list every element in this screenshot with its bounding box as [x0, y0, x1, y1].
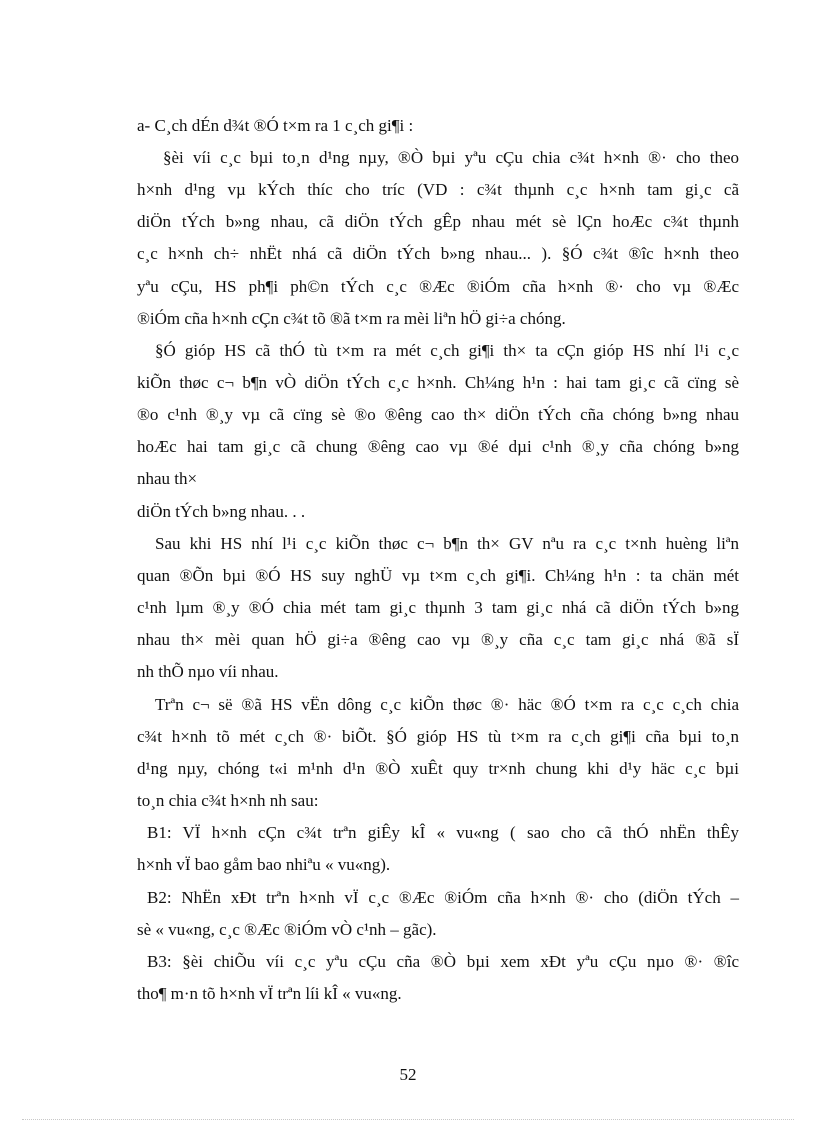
text-line: c¾t h×nh tõ mét c¸ch ®· biÕt. §Ó gióp HS tù t×m ra c¸ch gi¶i cña bµi to¸n [137, 727, 739, 746]
text-line: Sau khi HS nhí l¹i c¸c kiÕn thøc c¬ b¶n th× GV nªu ra c¸c t×nh huèng liªn [155, 534, 739, 553]
text-line: nh thÕ nµo víi nhau. [137, 662, 279, 681]
step-line: B3: §èi chiÕu víi c¸c yªu cÇu cña ®Ò bµi xem xÐt yªu cÇu nµo ®· ®îc [147, 952, 739, 971]
step-line: B2: NhËn xÐt trªn h×nh vÏ c¸c ®Æc ®iÓm cña h×nh ®· cho (diÖn tÝch – [147, 888, 739, 907]
text-line: h×nh vÏ bao gåm bao nhiªu « vu«ng). [137, 855, 391, 874]
text-line: §Ó gióp HS cã thÓ tù t×m ra mét c¸ch gi¶i th× ta cÇn gióp HS nhí l¹i c¸c [155, 341, 739, 360]
text-line: nhau th× [137, 469, 198, 488]
text-line: c¹nh lµm ®¸y ®Ó chia mét tam gi¸c thµnh 3 tam gi¸c nhá cã diÖn tÝch b»ng [137, 598, 739, 617]
page-bottom-divider [22, 1119, 794, 1120]
text-line: h×nh d¹ng vµ kÝch thíc cho tríc (VD : c¾t thµnh c¸c h×nh tam gi¸c cã [137, 180, 739, 199]
text-line: yªu cÇu, HS ph¶i ph©n tÝch c¸c ®Æc ®iÓm cña h×nh ®· cho vµ ®Æc [137, 277, 739, 296]
text-line: diÖn tÝch b»ng nhau. . . [137, 502, 306, 521]
text-line: c¸c h×nh ch÷ nhËt nhá cã diÖn tÝch b»ng nhau... ). §Ó c¾t ®îc h×nh theo [137, 244, 739, 263]
text-line: tho¶ m·n tõ h×nh vÏ trªn líi kÎ « vu«ng. [137, 984, 402, 1003]
text-line: ®iÓm cña h×nh cÇn c¾t tõ ®ã t×m ra mèi liªn hÖ gi÷a chóng. [137, 309, 566, 328]
step-line: B1: VÏ h×nh cÇn c¾t trªn giÊy kÎ « vu«ng ( sao cho cã thÓ nhËn thÊy [147, 823, 739, 842]
text-line: sè « vu«ng, c¸c ®Æc ®iÓm vÒ c¹nh – gãc). [137, 920, 437, 939]
text-line: d¹ng nµy, chóng t«i m¹nh d¹n ®Ò xuÊt quy tr×nh chung khi d¹y häc c¸c bµi [137, 759, 739, 778]
section-heading: a- C¸ch dÉn d¾t ®Ó t×m ra 1 c¸ch gi¶i : [137, 116, 414, 135]
page-number: 52 [399, 1065, 417, 1084]
text-line: to¸n chia c¾t h×nh nh sau: [137, 791, 319, 810]
text-line: §èi víi c¸c bµi to¸n d¹ng nµy, ®Ò bµi yªu cÇu chia c¾t h×nh ®· cho theo [163, 148, 739, 167]
text-line: nhau th× mèi quan hÖ gi÷a ®êng cao vµ ®¸y cña c¸c tam gi¸c nhá ®ã sÏ [137, 630, 739, 649]
text-line: diÖn tÝch b»ng nhau, cã diÖn tÝch gÊp nhau mét sè lÇn hoÆc c¾t thµnh [137, 212, 739, 231]
text-line: quan ®Õn bµi ®Ó HS suy nghÜ vµ t×m c¸ch gi¶i. Ch¼ng h¹n : ta chän mét [137, 566, 739, 585]
text-line: ®o c¹nh ®¸y vµ cã cïng sè ®o ®êng cao th× diÖn tÝch cña chóng b»ng nhau [137, 405, 739, 424]
text-line: kiÕn thøc c¬ b¶n vÒ diÖn tÝch c¸c h×nh. Ch¼ng h¹n : hai tam gi¸c cã cïng sè [137, 373, 739, 392]
text-line: Trªn c¬ së ®ã HS vËn dông c¸c kiÕn thøc ®· häc ®Ó t×m ra c¸c c¸ch chia [155, 695, 739, 714]
text-line: hoÆc hai tam gi¸c cã chung ®êng cao vµ ®é dµi c¹nh ®¸y cña chóng b»ng [137, 437, 739, 456]
